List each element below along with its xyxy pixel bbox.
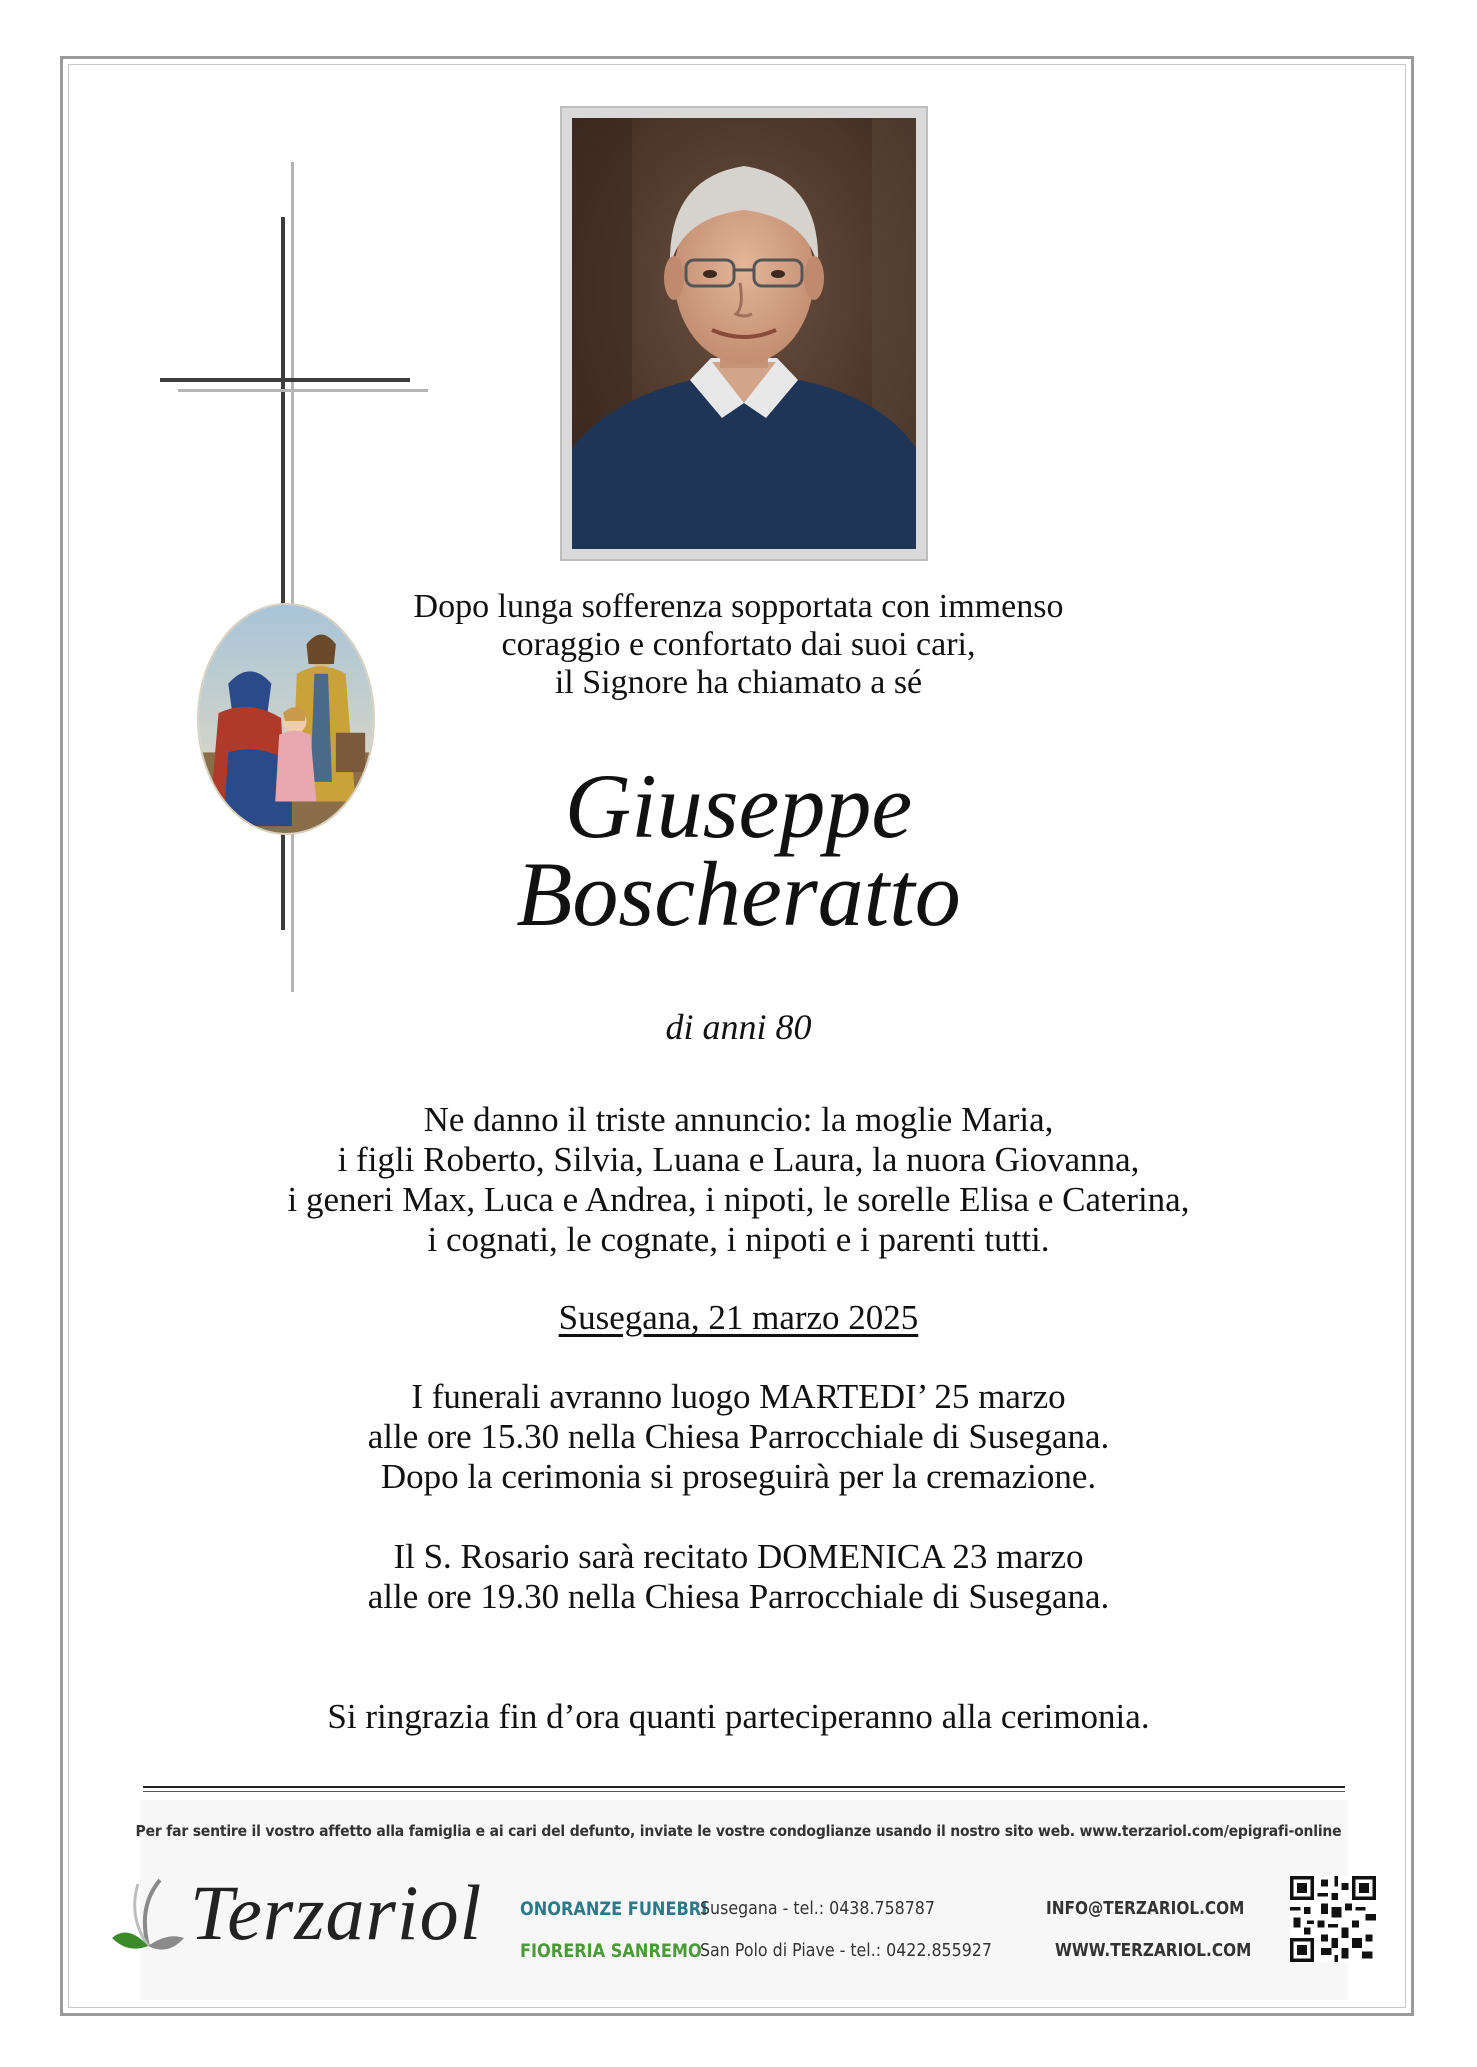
funeral-line-3: Dopo la cerimonia si proseguirà per la cremazione. — [380, 1457, 1097, 1496]
footer-separator-thin — [143, 1791, 1345, 1792]
first-name: Giuseppe — [564, 755, 913, 857]
thanks-text: Si ringrazia fin d’ora quanti parteciperanno alla cerimonia. — [327, 1697, 1150, 1736]
announcement-line-1: Ne danno il triste annuncio: la moglie Maria, — [423, 1100, 1054, 1139]
rosary-line-1: Il S. Rosario sarà recitato DOMENICA 23 marzo — [393, 1537, 1084, 1576]
intro-line-3: il Signore ha chiamato a sé — [554, 664, 923, 701]
deceased-name — [0, 755, 1477, 945]
cross-horizontal-light — [178, 389, 428, 392]
address-susegana: Susegana - tel.: 0438.758787 — [700, 1898, 935, 1919]
intro-line-1: Dopo lunga sofferenza sopportata con immenso — [413, 588, 1064, 625]
funeral-info — [0, 1377, 1477, 1497]
intro-text — [0, 588, 1477, 702]
last-name: Boscheratto — [516, 843, 961, 945]
deceased-age: di anni 80 — [665, 1007, 812, 1047]
intro-line-2: coraggio e confortato dai suoi cari, — [501, 626, 976, 663]
email-link[interactable]: INFO@TERZARIOL.COM — [1046, 1898, 1245, 1919]
portrait-photo — [572, 118, 916, 549]
service-funeral: ONORANZE FUNEBRI — [520, 1898, 708, 1920]
qr-code-icon[interactable] — [1290, 1876, 1376, 1962]
website-link[interactable]: WWW.TERZARIOL.COM — [1055, 1940, 1252, 1961]
announcement-line-4: i cognati, le cognate, i nipoti e i parenti tutti. — [427, 1220, 1050, 1259]
funeral-line-2: alle ore 15.30 nella Chiesa Parrocchiale di Susegana. — [367, 1417, 1110, 1456]
terzariol-leaf-icon — [108, 1876, 188, 1966]
place-date: Susegana, 21 marzo 2025 — [558, 1298, 919, 1337]
terzariol-logo: Terzariol — [190, 1869, 483, 1956]
address-san-polo: San Polo di Piave - tel.: 0422.855927 — [700, 1940, 992, 1961]
rosary-info — [0, 1537, 1477, 1617]
announcement-text — [0, 1100, 1477, 1260]
rosary-line-2: alle ore 19.30 nella Chiesa Parrocchiale di Susegana. — [367, 1577, 1110, 1616]
condolence-note[interactable]: Per far sentire il vostro affetto alla famiglia e ai cari del defunto, inviate le vostre condoglianze usando il nostro sito web. www.terzariol.com/epigrafi-online — [135, 1822, 1342, 1840]
footer-separator — [143, 1786, 1345, 1788]
funeral-line-1: I funerali avranno luogo MARTEDI’ 25 marzo — [411, 1377, 1066, 1416]
cross-horizontal-dark — [160, 378, 410, 382]
announcement-line-2: i figli Roberto, Silvia, Luana e Laura, la nuora Giovanna, — [337, 1140, 1140, 1179]
portrait-frame — [560, 106, 928, 561]
service-florist: FIORERIA SANREMO — [520, 1940, 702, 1962]
announcement-line-3: i generi Max, Luca e Andrea, i nipoti, le sorelle Elisa e Caterina, — [287, 1180, 1190, 1219]
